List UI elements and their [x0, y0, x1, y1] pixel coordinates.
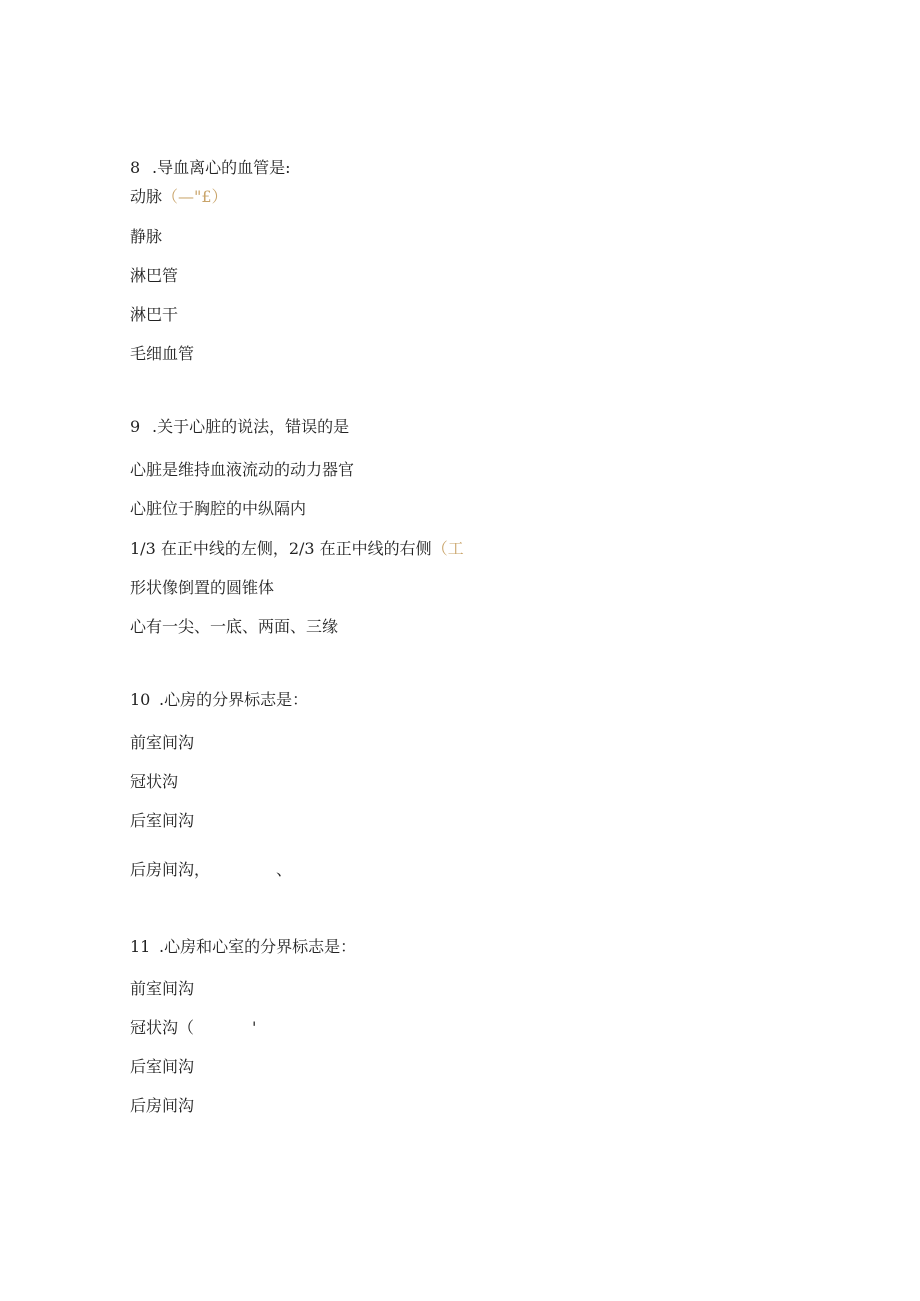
question-text: .心房的分界标志是： [159, 690, 309, 709]
option-text: 动脉 [130, 187, 163, 206]
option-text: 后房间沟， [130, 860, 211, 879]
option-text: 淋巴管 [130, 266, 179, 285]
question-10-stem [130, 690, 308, 710]
question-number: 10 [130, 690, 151, 709]
answer-mark: （工 [431, 539, 464, 558]
option-text: 心脏位于胸腔的中纵隔内 [130, 499, 307, 518]
option-text: 心脏是维持血液流动的动力器官 [130, 460, 355, 479]
question-9-option-2 [130, 499, 306, 519]
question-8-option-5 [130, 344, 194, 364]
question-9-option-4 [130, 578, 274, 598]
option-text: 后室间沟 [130, 1057, 195, 1076]
question-text: .关于心脏的说法，错误的是 [152, 417, 350, 436]
option-text: 1/3 在正中线的左侧，2/3 在正中线的右侧 [130, 539, 432, 558]
question-8-option-2 [130, 227, 162, 247]
option-text: 淋巴干 [130, 305, 179, 324]
question-9-option-5 [130, 617, 338, 637]
question-text: .心房和心室的分界标志是： [159, 937, 357, 956]
question-9-option-3 [130, 539, 464, 559]
answer-mark: ' [252, 1018, 257, 1037]
question-9-option-1 [130, 460, 354, 480]
option-text: 冠状沟（ [130, 1018, 195, 1037]
option-text: 毛细血管 [130, 344, 195, 363]
question-8-option-4 [130, 305, 178, 325]
question-text: .导血离心的血管是: [152, 158, 291, 177]
question-11-option-3 [130, 1057, 194, 1077]
question-10-option-2 [130, 772, 178, 792]
question-number: 8 [130, 158, 141, 177]
option-text: 静脉 [130, 227, 163, 246]
option-text: 后房间沟 [130, 1096, 195, 1115]
option-text: 前室间沟 [130, 733, 195, 752]
option-text: 形状像倒置的圆锥体 [130, 578, 275, 597]
answer-mark: （—"£） [162, 187, 228, 206]
question-11-option-1 [130, 979, 194, 999]
question-number: 9 [130, 417, 141, 436]
question-10-option-4 [130, 860, 292, 880]
question-8-option-1 [130, 187, 228, 207]
question-8-option-3 [130, 266, 178, 286]
option-text: 前室间沟 [130, 979, 195, 998]
question-11-option-4 [130, 1096, 194, 1116]
question-11-option-2 [130, 1018, 256, 1038]
option-text: 心有一尖、一底、两面、三缘 [130, 617, 339, 636]
question-number: 11 [130, 937, 151, 956]
answer-mark: 、 [276, 860, 293, 879]
question-10-option-1 [130, 733, 194, 753]
question-11-stem [130, 937, 356, 957]
question-9-stem [130, 417, 349, 437]
option-text: 冠状沟 [130, 772, 179, 791]
question-8-stem [130, 158, 290, 178]
question-10-option-3 [130, 811, 194, 831]
option-text: 后室间沟 [130, 811, 195, 830]
